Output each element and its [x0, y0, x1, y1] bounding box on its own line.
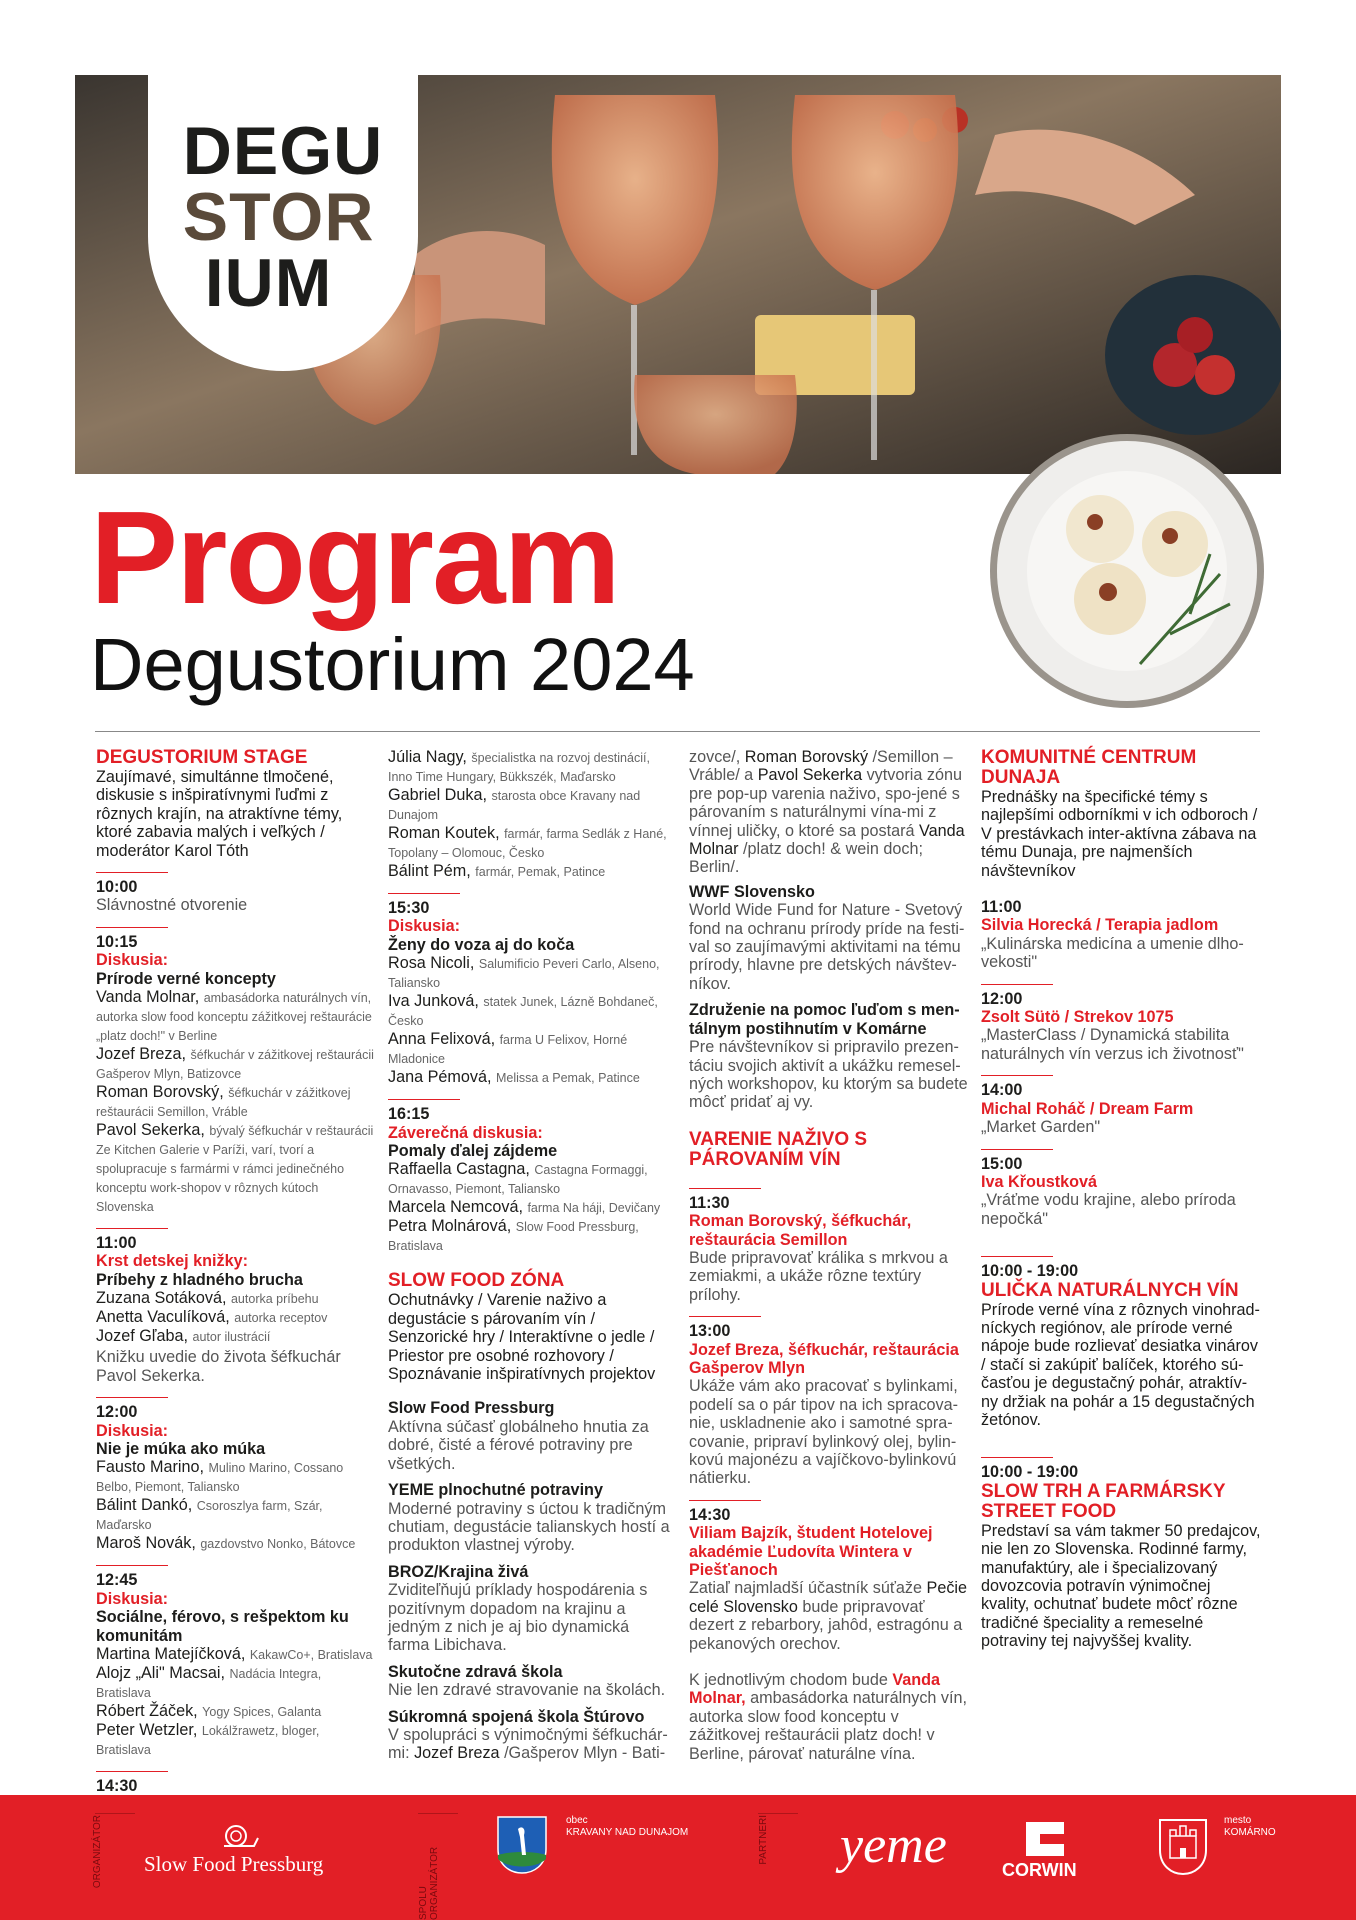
participant: Alojz „Ali" Macsai, Nadácia Integra, Bratislava — [96, 1663, 322, 1700]
speaker: Zsolt Sütö / Strekov 1075 — [981, 1008, 1174, 1027]
time: 13:00 — [689, 1316, 971, 1340]
label-partneri: PARTNERI — [758, 1815, 769, 1865]
kravany-crest-icon — [496, 1815, 548, 1880]
participant: Iva Junková, statek Junek, Lázně Bohdaneč, Česko — [388, 992, 658, 1029]
participant: Júlia Nagy, špecialistka na rozvoj destinácií, Inno Time Hungary, Bükkszék, Maďarsko — [388, 748, 650, 784]
corwin-icon — [1026, 1822, 1064, 1861]
column-continued — [388, 748, 670, 1763]
event-text: Slávnostné otvorenie — [96, 896, 248, 915]
participant: Gabriel Duka, starosta obce Kravany nad Dunajom — [388, 786, 641, 822]
participant: Róbert Žáček, Yogy Spices, Galanta — [96, 1701, 322, 1720]
exhibitor-desc: Aktívna súčasť globálneho hnutia za dobré, čisté a férové potraviny pre všetkých. — [388, 1417, 649, 1473]
cooking-desc: Bude pripravovať králika s mrkvou a zemiakmi, a ukáže rôzne textúry prílohy. — [689, 1248, 948, 1304]
event-type: Diskusia: — [96, 1589, 168, 1608]
time: 10:00 — [96, 872, 376, 896]
participant: Jozef Gľaba, autor ilustrácií — [96, 1327, 271, 1346]
column-komunitne-centrum — [981, 748, 1261, 1651]
participant: Roman Koutek, farmár, farma Sedlák z Hané, Topolany – Olomouc, Česko — [388, 824, 667, 860]
participant: Anna Felixová, farma U Felixov, Horné Mladonice — [388, 1030, 628, 1067]
degustorium-logo — [148, 75, 418, 371]
participant: Anetta Vaculíková, autorka receptov — [96, 1308, 328, 1327]
event-title: Príbehy z hladného brucha — [96, 1270, 303, 1289]
column-degustorium-stage — [96, 748, 376, 1832]
event-title: Nie je múka ako múka — [96, 1439, 266, 1458]
section-title: SLOW FOOD ZÓNA — [388, 1270, 565, 1292]
participant: Raffaella Castagna, Castagna Formaggi, Ornavasso, Piemont, Taliansko — [388, 1160, 648, 1197]
participant: Pavol Sekerka, bývalý šéfkuchár v reštaurácii Ze Kitchen Galerie v Paríži, varí, tvorí a spolupracuje s farmármi v rámci jedinečného konceptu work-shopov v rôznych kútoch Slovenska — [96, 1121, 374, 1215]
exhibitor-desc: Nie len zdravé stravovanie na školách. — [388, 1681, 666, 1700]
speaker: Iva Křoustková — [981, 1172, 1098, 1191]
divider — [418, 1813, 458, 1814]
talk-title: „MasterClass / Dynamická stabilita naturálnych vín verzus ich životnosť" — [981, 1026, 1244, 1063]
logo-line-1: DEGU — [182, 113, 384, 189]
cooking-desc: Ukáže vám ako pracovať s bylinkami, podelí sa o pár tipov na ich spracova-nie, uskladnenie ako i samotné spra-covanie, pripraví bylinkový olej, bylin-kovú majonézu a vajíčkovo-bylinkovú nátierku. — [689, 1377, 959, 1488]
exhibitor-desc: zovce/, Roman Borovský /Semillon – Vráble/ a Pavol Sekerka vytvoria zónu pre pop-up varenia naživo, spo-jené s párovaním s naturálnymi vína-mi z vínnej uličky, o ktoré sa postará Vanda Molnar /platz doch! & wein doch; Berlin/. — [689, 748, 965, 877]
time: 14:30 — [689, 1500, 971, 1524]
participant: Bálint Dankó, Csoroszlya farm, Szár, Maďarsko — [96, 1496, 323, 1533]
event-title: Prírode verné koncepty — [96, 969, 276, 988]
exhibitor-desc: Zviditeľňujú príklady hospodárenia s pozitívnym dopadom na krajinu a jedným z nich je aj bio dynamická farma Libichava. — [388, 1581, 648, 1655]
participant: Jozef Breza, šéfkuchár v zážitkovej reštaurácii Gašperov Mlyn, Batizovce — [96, 1045, 374, 1082]
exhibitor-title: YEME plnochutné potraviny — [388, 1481, 603, 1500]
food-plate-photo — [990, 434, 1264, 708]
chef: Roman Borovský, šéfkuchár, reštaurácia Semillon — [689, 1212, 912, 1249]
section-description: Prírode verné vína z rôznych vinohrad-níckych regiónov, ale prírode verné nápoje bude rozlievať desiatka vinárov / stačí si zakúpiť balíček, ktorého sú-časťou je degustačný pohár, atraktív-ny držiak na pohár a 15 degustačných žetónov. — [981, 1300, 1260, 1429]
participant: Bálint Pém, farmár, Pemak, Patince — [388, 862, 606, 880]
time: 15:30 — [388, 893, 670, 917]
talk-title: „Kulinárska medicína a umenie dlho-vekosti" — [981, 934, 1244, 972]
section-title: DEGUSTORIUM STAGE — [96, 747, 308, 768]
participant: Roman Borovský, šéfkuchár v zážitkovej reštaurácii Semillon, Vráble — [96, 1083, 351, 1120]
event-title: Pomaly ďalej zájdeme — [388, 1142, 558, 1161]
komarno-crest-icon — [1158, 1818, 1208, 1881]
komarno-label: mesto KOMÁRNO — [1224, 1815, 1276, 1838]
section-description: Prednášky na špecifické témy s najlepšími odborníkmi v ich odboroch / V prestávkach inter-aktívna zábava na tému Dunaja, pre najmenších návštevníkov — [981, 788, 1258, 880]
exhibitor-desc: World Wide Fund for Nature - Svetový fond na ochranu prírody príde na festi-val so zaujímavými aktivitami na tému prírody, hlavne pre detských návštev-níkov. — [689, 901, 965, 993]
speaker: Silvia Horecká / Terapia jadlom — [981, 916, 1219, 935]
section-description: Ochutnávky / Varenie naživo a degustácie s párovaním vín / Senzorické hry / Interaktívne o jedle / Priestor pre osobné rozhovory / Spoznávanie inšpiratívnych projektov — [388, 1291, 656, 1384]
participant: Peter Wetzler, Lokálžrawetz, bloger, Bratislava — [96, 1720, 320, 1757]
participant: Martina Matejíčková, KakawCo+, Bratislava — [96, 1644, 373, 1663]
cooking-desc: Zatiaľ najmladší účastník súťaže Pečie celé Slovensko bude pripravovať dezert z rebarbory, jahôd, estragónu a pekanových orechov. — [689, 1579, 968, 1653]
exhibitor-desc: Pre návštevníkov si pripravilo prezen-táciu svojich aktivít a ukážku remesel-ných workshopov, ku ktorým sa budete môcť pridať aj vy. — [689, 1038, 968, 1112]
section-description: Zaujímavé, simultánne tlmočené, diskusie s inšpiratívnymi ľuďmi z rôznych krajín, na atraktívne témy, ktoré zabavia malých i veľkých / moderátor Karol Tóth — [96, 768, 343, 860]
section-title: VARENIE NAŽIVO S PÁROVANÍM VÍN — [689, 1128, 868, 1170]
time: 14:30 — [96, 1771, 376, 1795]
talk-title: „Market Garden" — [981, 1118, 1101, 1137]
divider — [758, 1813, 798, 1814]
page-subtitle: Degustorium 2024 — [90, 623, 695, 706]
exhibitor-title: Skutočne zdravá škola — [388, 1662, 563, 1681]
event-title: Sociálne, férovo, s rešpektom ku komunitám — [96, 1608, 349, 1645]
chef: Viliam Bajzík, študent Hotelovej akadémie Ľudovíta Wintera v Piešťanoch — [689, 1524, 933, 1580]
time: 10:00 - 19:00 — [981, 1457, 1261, 1481]
time: 11:30 — [689, 1188, 971, 1212]
participant: Zuzana Sotáková, autorka príbehu — [96, 1289, 319, 1308]
participant: Vanda Molnar, ambasádorka naturálnych vín, autorka slow food konceptu zážitkovej reštaurácie „platz doch!" v Berline — [96, 988, 372, 1044]
yeme-logo: yeme — [840, 1817, 947, 1874]
event-type: Krst detskej knižky: — [96, 1252, 249, 1271]
divider — [95, 731, 1260, 732]
event-type: Záverečná diskusia: — [388, 1123, 543, 1142]
exhibitor-title: Súkromná spojená škola Štúrovo — [388, 1707, 645, 1726]
slow-food-logo: Slow Food Pressburg — [144, 1852, 324, 1876]
label-spoluorganizator: SPOLU ORGANIZÁTOR — [418, 1846, 440, 1920]
exhibitor-desc: V spolupráci s výnimočnými šéfkuchár-mi: Jozef Breza /Gašperov Mlyn - Bati- — [388, 1725, 668, 1763]
participant: Maroš Novák, gazdovstvo Nonko, Bátovce — [96, 1534, 356, 1553]
time: 12:00 — [981, 984, 1261, 1008]
time: 10:00 - 19:00 — [981, 1256, 1261, 1280]
time: 16:15 — [388, 1099, 670, 1123]
event-type: Diskusia: — [388, 917, 460, 936]
speaker: Michal Roháč / Dream Farm — [981, 1099, 1194, 1118]
kravany-label: obec KRAVANY NAD DUNAJOM — [566, 1815, 689, 1838]
exhibitor-title: WWF Slovensko — [689, 882, 815, 901]
corwin-logo: CORWIN — [1002, 1860, 1077, 1880]
section-title: SLOW TRH A FARMÁRSKY STREET FOOD — [981, 1480, 1226, 1522]
exhibitor-title: Združenie na pomoc ľuďom s men-tálnym postihnutím v Komárne — [689, 1001, 960, 1038]
participant: Fausto Marino, Mulino Marino, Cossano Belbo, Piemont, Taliansko — [96, 1458, 344, 1495]
column-slow-food-continued — [689, 748, 971, 1763]
pairing-note: K jednotlivým chodom bude Vanda Molnar, ambasádorka naturálnych vín, autorka slow food konceptu v zážitkovej reštaurácii platz doch! v Berline, párovať naturálne vína. — [689, 1671, 968, 1763]
participant: Petra Molnárová, Slow Food Pressburg, Bratislava — [388, 1217, 639, 1254]
label-organizator: ORGANIZÁTOR — [92, 1815, 103, 1889]
time: 15:00 — [981, 1149, 1261, 1173]
event-note: Knižku uvedie do života šéfkuchár Pavol Sekerka. — [96, 1348, 341, 1385]
time: 11:00 — [96, 1228, 376, 1252]
exhibitor-title: Slow Food Pressburg — [388, 1399, 555, 1418]
logo-line-3: IUM — [204, 245, 333, 321]
time: 11:00 — [981, 898, 1022, 917]
chef: Jozef Breza, šéfkuchár, reštaurácia Gašperov Mlyn — [689, 1340, 959, 1377]
time: 12:00 — [96, 1397, 376, 1421]
time: 10:15 — [96, 927, 376, 951]
event-type: Diskusia: — [96, 951, 168, 970]
participant: Rosa Nicoli, Salumificio Peveri Carlo, Alseno, Taliansko — [388, 954, 660, 991]
event-type: Diskusia: — [96, 1421, 168, 1440]
section-title: KOMUNITNÉ CENTRUM DUNAJA — [981, 747, 1197, 788]
participant: Jana Pémová, Melissa a Pemak, Patince — [388, 1068, 640, 1087]
event-title: Ženy do voza aj do koča — [388, 935, 575, 954]
talk-title: „Vráťme vodu krajine, alebo príroda nepočká" — [981, 1191, 1236, 1228]
time: 12:45 — [96, 1565, 376, 1589]
participant: Marcela Nemcová, farma Na háji, Devičany — [388, 1198, 661, 1217]
section-description: Predstaví sa vám takmer 50 predajcov, nie len zo Slovenska. Rodinné farmy, manufaktúry, ale i špecializovaný dovozcovia potravín výnimočnej kvality, ochutnať budete môcť rôzne tradičné špeciality a remeselné potraviny tej najvyššej kvality. — [981, 1521, 1261, 1651]
logo-line-2: STOR — [182, 179, 375, 255]
page-title: Program — [90, 484, 619, 631]
divider — [95, 1813, 135, 1814]
exhibitor-title: BROZ/Krajina živá — [388, 1562, 529, 1581]
time: 14:00 — [981, 1075, 1261, 1099]
section-title: ULIČKA NATURÁLNYCH VÍN — [981, 1279, 1239, 1301]
exhibitor-desc: Moderné potraviny s úctou k tradičným chutiam, degustácie talianskych hostí a produkton vlastnej výroby. — [388, 1499, 670, 1555]
